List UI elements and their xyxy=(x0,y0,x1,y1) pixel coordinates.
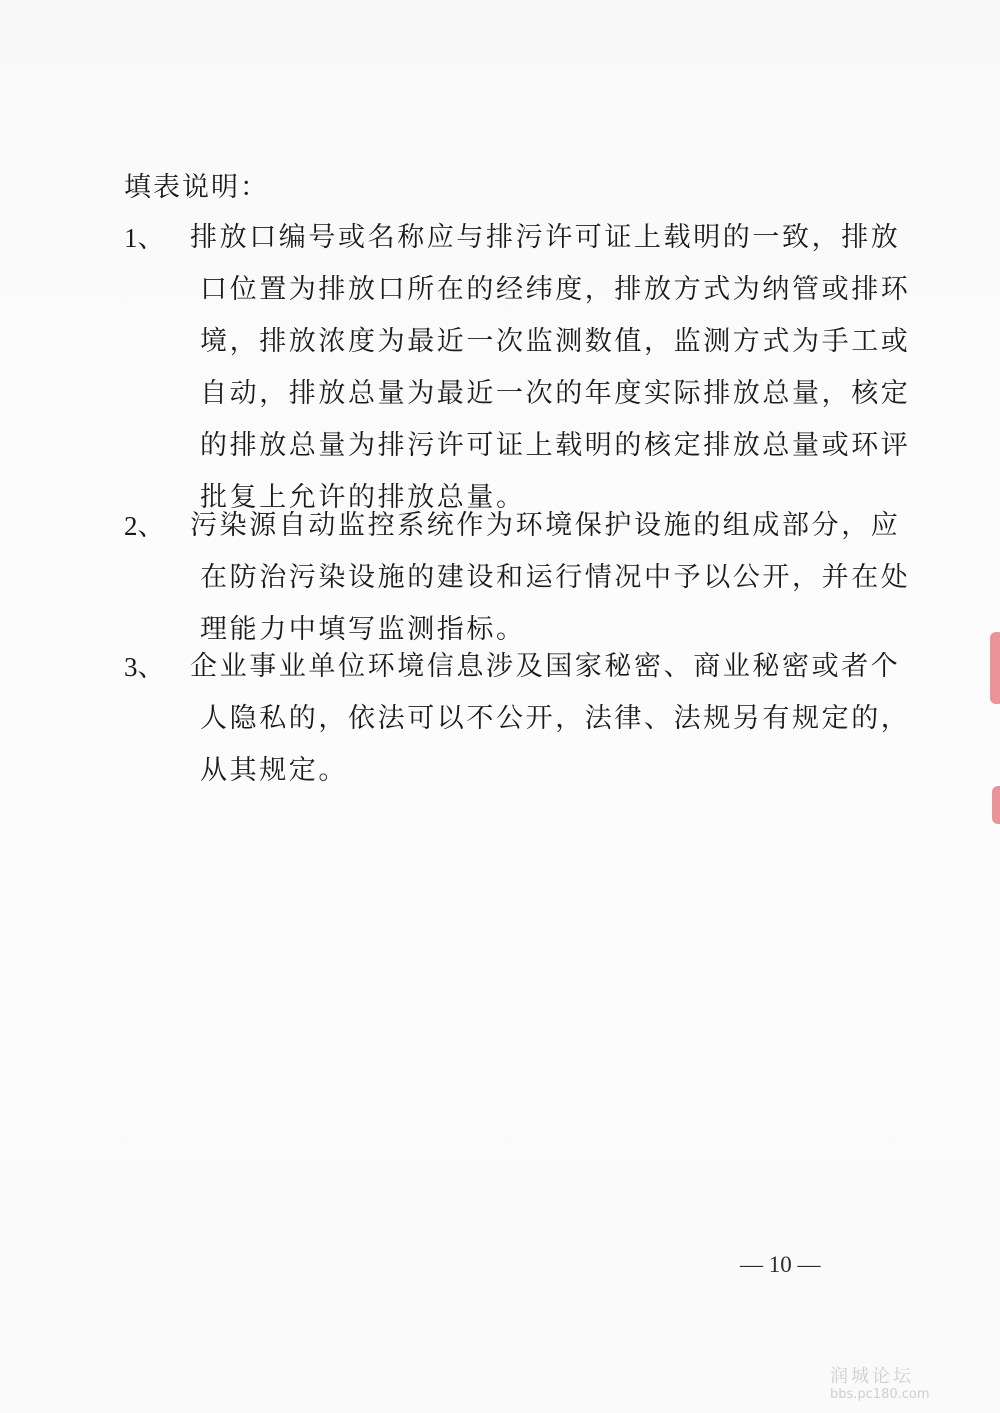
item-text xyxy=(190,500,911,656)
watermark-url: bbs.pc180.com xyxy=(830,1387,930,1402)
item-line: 的排放总量为排污许可证上载明的核定排放总量或环评 xyxy=(200,430,911,461)
item-line: 境，排放浓度为最近一次监测数值，监测方式为手工或 xyxy=(200,326,911,357)
item-line: 自动，排放总量为最近一次的年度实际排放总量，核定 xyxy=(200,378,911,409)
forum-watermark xyxy=(830,1368,930,1404)
item-line: 企业事业单位环境信息涉及国家秘密、商业秘密或者个 xyxy=(190,651,901,682)
item-number: 3、 xyxy=(124,652,165,682)
item-number: 2、 xyxy=(124,511,165,541)
item-line: 污染源自动监控系统作为环境保护设施的组成部分，应 xyxy=(190,510,901,541)
item-line: 理能力中填写监测指标。 xyxy=(200,614,526,645)
item-text xyxy=(190,212,911,524)
item-line: 人隐私的，依法可以不公开，法律、法规另有规定的， xyxy=(200,703,911,734)
item-line: 批复上允许的排放总量。 xyxy=(200,482,526,513)
form-instructions-heading: 填表说明： xyxy=(124,172,269,203)
seal-stamp-edge xyxy=(992,786,1000,824)
item-number: 1、 xyxy=(124,223,165,253)
page-number: — 10 — xyxy=(740,1252,821,1277)
item-text xyxy=(190,641,911,797)
item-line: 排放口编号或名称应与排污许可证上载明的一致，排放 xyxy=(190,222,901,253)
item-line: 口位置为排放口所在的经纬度，排放方式为纳管或排环 xyxy=(200,274,911,305)
seal-stamp-edge xyxy=(990,632,1000,704)
item-line: 从其规定。 xyxy=(200,755,348,786)
item-line: 在防治污染设施的建设和运行情况中予以公开，并在处 xyxy=(200,562,911,593)
watermark-site-name: 润城论坛 xyxy=(830,1366,914,1387)
